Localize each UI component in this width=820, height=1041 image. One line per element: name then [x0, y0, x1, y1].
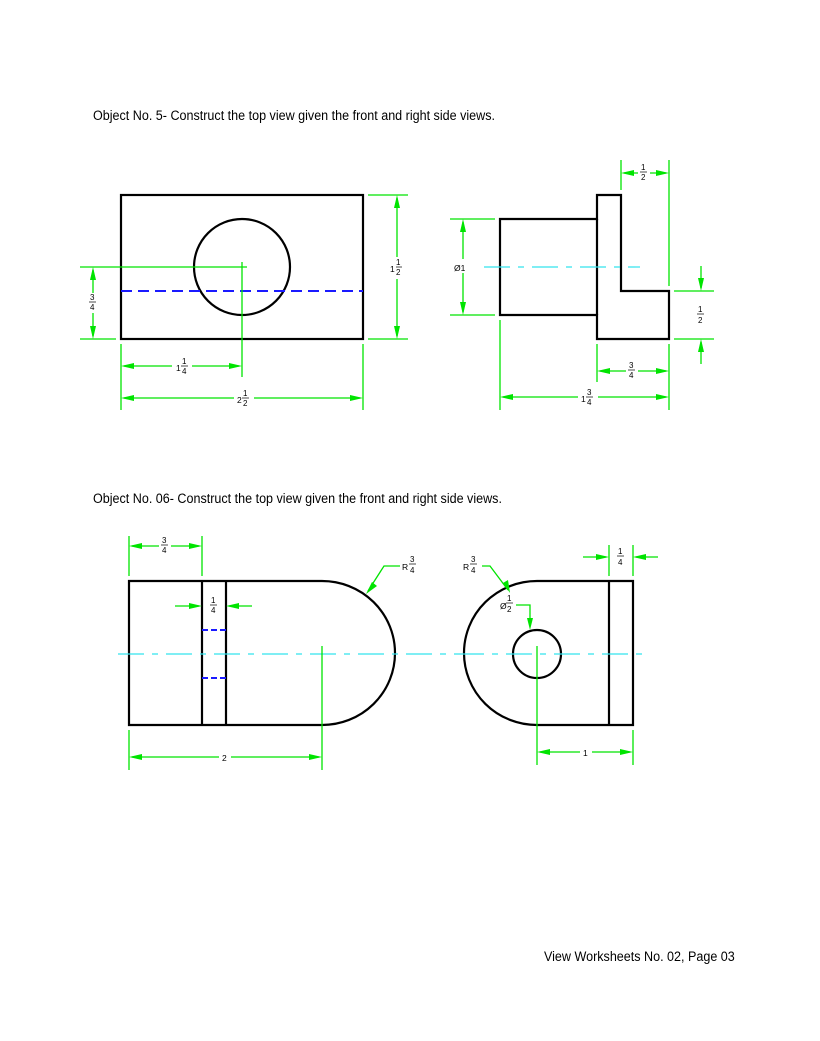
svg-text:1: 1	[507, 594, 512, 603]
object-6-heading: Object No. 06- Construct the top view given the front and right side views.	[93, 491, 502, 506]
svg-text:4: 4	[629, 371, 634, 380]
obj6-side-radius-label	[463, 555, 477, 575]
svg-text:3: 3	[471, 555, 476, 564]
svg-text:4: 4	[587, 398, 592, 407]
svg-text:1: 1	[641, 163, 646, 172]
svg-text:4: 4	[90, 303, 95, 312]
svg-text:4: 4	[182, 367, 187, 376]
obj6-front-dimensions	[129, 535, 416, 770]
obj5-side-dimensions	[450, 160, 714, 410]
svg-text:2: 2	[507, 605, 512, 614]
obj6-side-outline	[464, 581, 633, 725]
obj6-hole-diameter-label	[500, 594, 513, 614]
obj5-front-dimensions	[80, 195, 408, 410]
svg-text:4: 4	[211, 606, 216, 615]
svg-text:2: 2	[641, 173, 646, 182]
svg-text:3: 3	[410, 555, 415, 564]
svg-text:1: 1	[211, 596, 216, 605]
obj6-front-view	[118, 581, 458, 725]
obj6-front-outline	[129, 581, 395, 725]
obj6-front-radius-label	[402, 555, 416, 575]
svg-text:1: 1	[390, 264, 395, 274]
svg-text:Ø: Ø	[500, 601, 507, 611]
svg-text:4: 4	[471, 566, 476, 575]
obj6-side-view	[458, 581, 648, 725]
obj6-slot-width-label	[210, 596, 217, 615]
svg-text:1: 1	[581, 394, 586, 404]
svg-text:1: 1	[618, 547, 623, 556]
svg-text:1: 1	[243, 389, 248, 398]
obj6-length-label: 2	[222, 753, 227, 763]
svg-text:1: 1	[396, 258, 401, 267]
obj6-side-flange-label	[617, 547, 624, 567]
svg-text:3: 3	[629, 361, 634, 370]
svg-text:3: 3	[587, 388, 592, 397]
svg-text:2: 2	[698, 316, 703, 325]
svg-text:4: 4	[410, 566, 415, 575]
svg-text:2: 2	[396, 268, 401, 277]
svg-text:2: 2	[243, 399, 248, 408]
obj5-step-label	[697, 305, 704, 325]
object-5-heading: Object No. 5- Construct the top view given the front and right side views.	[93, 108, 495, 123]
svg-text:2: 2	[237, 395, 242, 405]
svg-text:R: R	[463, 562, 470, 572]
svg-text:1: 1	[698, 305, 703, 314]
svg-text:4: 4	[618, 558, 623, 567]
svg-text:4: 4	[162, 546, 167, 555]
obj5-diameter-label: Ø1	[454, 263, 466, 273]
obj6-side-length-label: 1	[583, 748, 588, 758]
svg-text:3: 3	[162, 536, 167, 545]
obj5-side-view	[484, 195, 669, 339]
svg-text:1: 1	[182, 357, 187, 366]
svg-text:1: 1	[176, 363, 181, 373]
svg-text:3: 3	[90, 293, 95, 302]
page-footer: View Worksheets No. 02, Page 03	[544, 949, 735, 964]
svg-text:R: R	[402, 562, 409, 572]
